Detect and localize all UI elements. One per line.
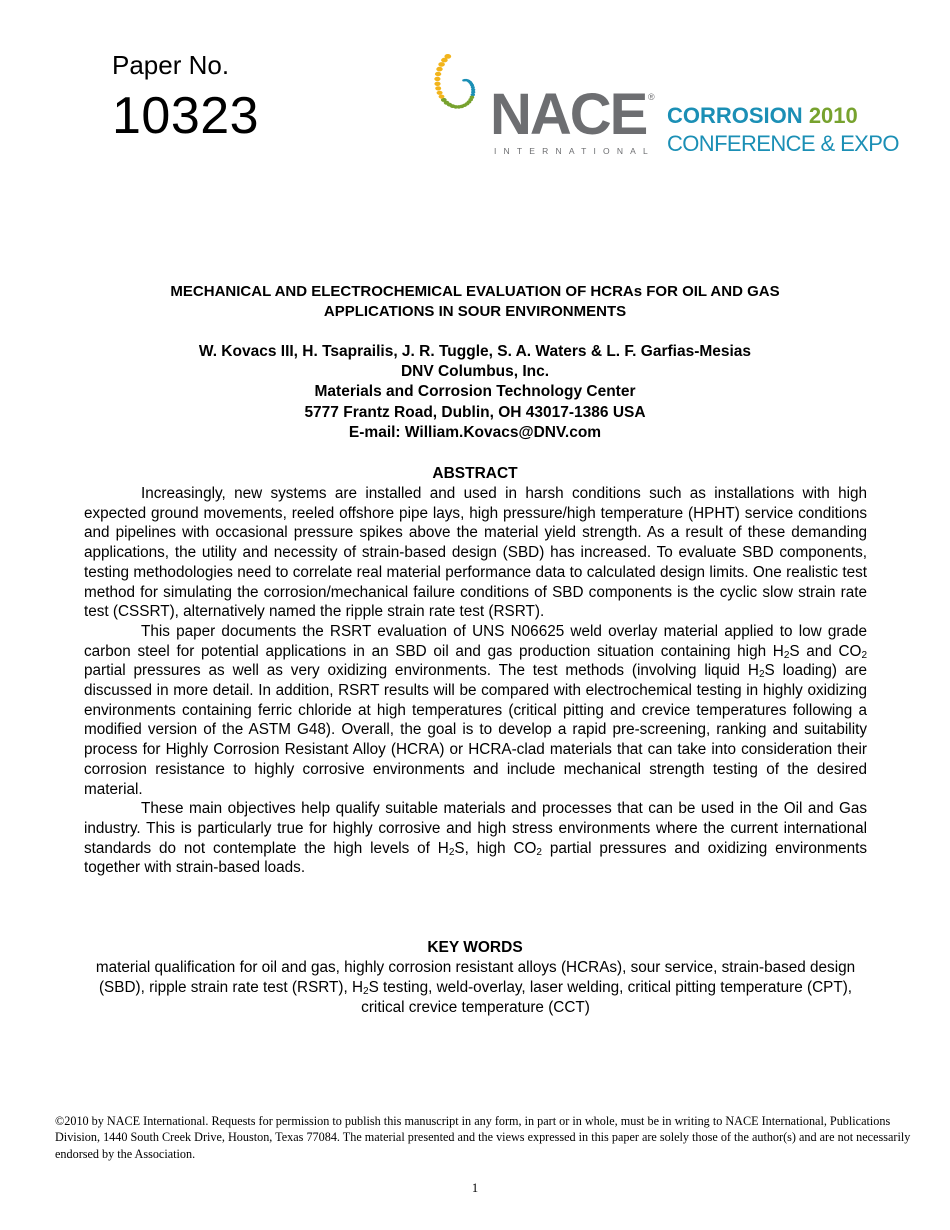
registered-mark: ® — [648, 92, 655, 102]
page-number: 1 — [471, 1181, 479, 1195]
keywords-heading: KEY WORDS — [427, 939, 523, 956]
affiliation-address: 5777 Frantz Road, Dublin, OH 43017-1386 USA — [304, 403, 646, 421]
abstract-paragraph-1: Increasingly, new systems are installed and used in harsh conditions such as installations with high expected ground movements, reeled offshore pipe lays, high pressure/high temperature (HPHT) service conditions and pipelines with occasional pressure spikes above the material yield strength. As a result of these demanding applications, the utility and necessity of strain-based design (SBD) has increased. To evaluate SBD components, testing methodologies need to correlate real material performance data to calculated design limits. One realistic test method for simulating the corrosion/mechanical failure conditions of SBD components is the cyclic slow strain rate test (CSSRT), alternatively named the ripple strain rate test (RSRT). — [84, 485, 867, 621]
swirl-dot — [444, 54, 451, 59]
conference-subtitle: CONFERENCE & EXPO — [667, 131, 899, 156]
abstract-paragraph-3: These main objectives help qualify suitable materials and processes that can be used in the Oil and Gas industry. This is particularly true for highly corrosive and high stress environments where the current international standards do not contemplate the high levels of $H_2S$, high $CO_2$ partial pressures and oxidizing environments together with strain-based loads. — [84, 800, 867, 877]
swirl-dot — [435, 72, 441, 76]
conference-title — [667, 104, 858, 128]
abstract-paragraph-2: This paper documents the RSRT evaluation of UNS N06625 weld overlay material applied to low grade carbon steel for potential applications in an SBD oil and gas production situation containing high $H_2S$ and $CO_2$ partial pressures as well as very oxidizing environments. The test methods (involving liquid $H_2S$ loading) are discussed in more detail. In addition, RSRT results will be compared with electrochemical testing in highly oxidizing environments containing ferric chloride at high temperatures (critical pitting and crevice temperatures following a modified version of the ASTM G48). Overall, the goal is to develop a rapid pre-screening, ranking and suitability process for Highly Corrosion Resistant Alloy (HCRA) or HCRA-clad materials that can take into consideration their corrosion resistance to highly corrosive environments and include mechanical strength testing of the desired material. — [84, 622, 867, 798]
nace-international-text: INTERNATIONAL — [494, 146, 655, 156]
swirl-dot — [434, 82, 440, 86]
copyright-notice: ©2010 by NACE International. Requests for permission to publish this manuscript in any form, in part or in whole, must be in writing to NACE International, Publications Division, 1440 South Creek Drive, Houston, Texas 77084. The material presented and the views expressed in this paper are solely those of the author(s) and are not necessarily endorsed by the Association. — [55, 1114, 911, 1161]
swirl-dot — [438, 62, 445, 67]
abstract-heading: ABSTRACT — [432, 465, 518, 482]
authors: W. Kovacs III, H. Tsaprailis, J. R. Tuggle, S. A. Waters & L. F. Garfias-Mesias — [198, 343, 752, 360]
title-line-2: APPLICATIONS IN SOUR ENVIRONMENTS — [323, 303, 627, 320]
affiliation-center: Materials and Corrosion Technology Center — [314, 383, 636, 401]
paper-label: Paper No. — [112, 50, 230, 80]
paper-number: 10323 — [112, 87, 260, 145]
swirl-dot — [435, 86, 441, 90]
swirl-dot — [471, 91, 475, 94]
swirl-dot — [439, 95, 445, 99]
conference-year: 2010 — [808, 103, 858, 128]
affiliation-company: DNV Columbus, Inc. — [400, 363, 550, 381]
nace-logo-text: NACE — [490, 82, 647, 147]
author-email: E-mail: William.Kovacs@DNV.com — [348, 423, 602, 441]
swirl-dot — [436, 67, 442, 72]
keywords-text: material qualification for oil and gas, highly corrosion resistant alloys (HCRAs), sour service, strain-based design (SBD), ripple strain rate test (RSRT), $H_2S$ testing, weld-overlay, laser welding, critical pitting temperature (CPT), critical crevice temperature (CCT) — [95, 959, 856, 1016]
swirl-dot — [434, 77, 440, 81]
abstract-body — [84, 484, 867, 878]
nace-swirl-logo-icon — [424, 50, 500, 122]
author-block — [110, 342, 840, 443]
paper-title — [110, 282, 840, 322]
swirl-dot — [437, 91, 443, 95]
conference-name: CORROSION — [667, 103, 803, 128]
title-line-1: MECHANICAL AND ELECTROCHEMICAL EVALUATION OF HCRAs FOR OIL AND GAS — [170, 283, 780, 300]
